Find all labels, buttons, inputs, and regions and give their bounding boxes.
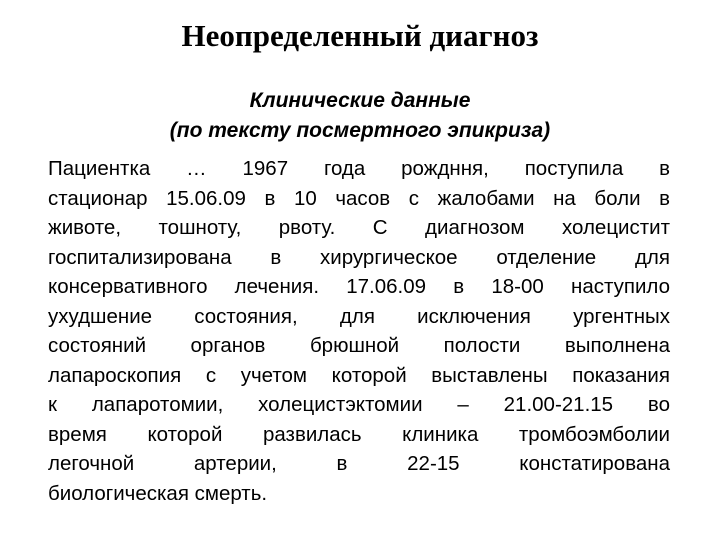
subtitle-clinical-data: Клинические данные — [249, 89, 471, 112]
body-line: животе, тошноту, рвоту. С диагнозом холецистит — [48, 216, 670, 239]
body-line: ухудшение состояния, для исключения ургентных — [48, 304, 670, 328]
body-line: к лапаротомии, холецистэктомии – 21.00-21.15 во — [48, 393, 670, 416]
body-line: госпитализирована в хирургическое отделение для — [48, 245, 670, 269]
case-description — [48, 154, 670, 508]
body-line: стационар 15.06.09 в 10 часов с жалобами на боли в — [48, 186, 670, 210]
body-line: время которой развилась клиника тромбоэмболии — [48, 422, 670, 446]
body-line: Пациентка … 1967 года рождння, поступила в — [48, 157, 670, 180]
body-line: состояний органов брюшной полости выполнена — [48, 334, 670, 357]
body-line: легочной артерии, в 22-15 констатирована — [48, 452, 670, 475]
body-line: лапароскопия с учетом которой выставлены показания — [48, 363, 670, 387]
slide-title: Неопределенный диагноз — [181, 18, 539, 53]
body-line: консервативного лечения. 17.06.09 в 18-00 наступило — [48, 275, 670, 298]
subtitle-source-note: (по тексту посмертного эпикриза) — [169, 119, 551, 142]
body-line: биологическая смерть. — [48, 481, 268, 505]
